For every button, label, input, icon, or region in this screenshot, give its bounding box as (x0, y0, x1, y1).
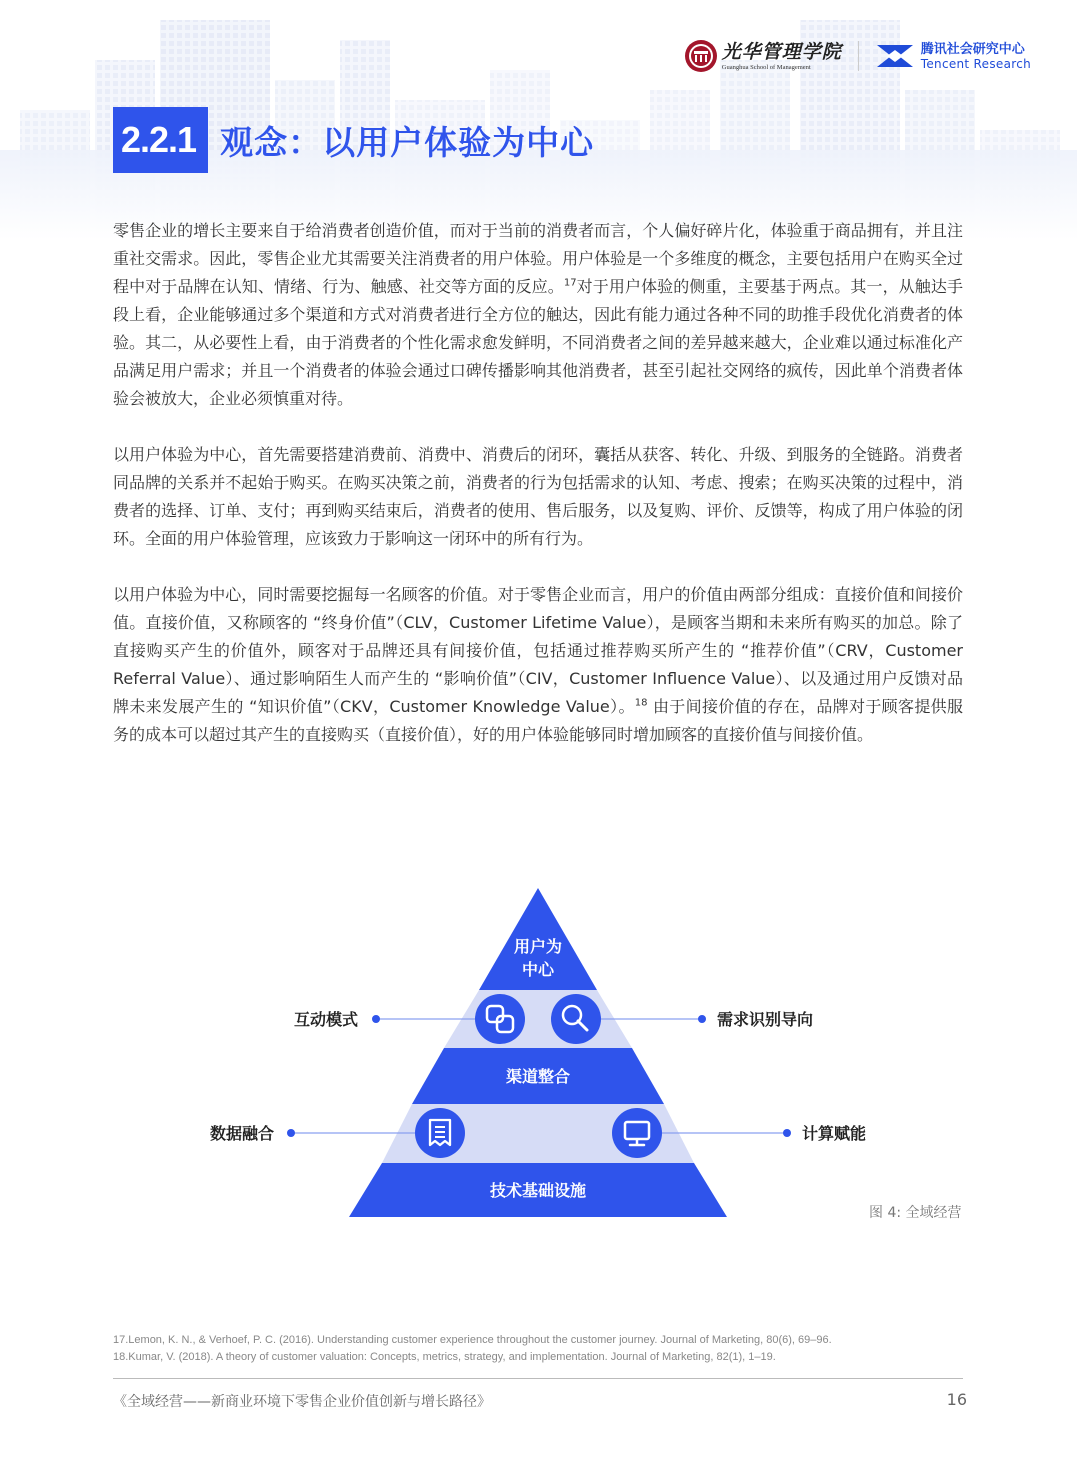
paragraph-1 (113, 217, 963, 413)
connector-dot-right-top (698, 1015, 706, 1023)
body-text (113, 217, 963, 777)
footer-title: 《全域经营——新商业环境下零售企业价值创新与增长路径》 (113, 1394, 491, 1410)
apex-label-line-1: 用户为 (513, 937, 563, 956)
paragraph-2: 以用户体验为中心，首先需要搭建消费前、消费中、消费后的闭环，囊括从获客、转化、升级、到服务的全链路。消费者同品牌的关系并不起始于购买。在购买决策之前，消费者的行为包括需求的认知、考虑、搜索；在购买决策的过程中，消费者的选择、订单、支付；再到购买结束后，消费者的使用、售后服务，以及复购、评价、反馈等，构成了用户体验的闭环。全面的用户体验管理，应该致力于影响这一闭环中的所有行为。 (113, 445, 963, 548)
document-icon (415, 1108, 465, 1158)
tencent-logo (875, 41, 1031, 71)
layer-3-label: 技术基础设施 (489, 1181, 587, 1200)
section-title: 观念：以用户体验为中心 (220, 122, 595, 162)
pku-seal-icon (684, 39, 718, 73)
paragraph-3-part-a: 以用户体验为中心，同时需要挖掘每一名顾客的价值。对于零售企业而言，用户的价值由两部分组成：直接价值和间接价值。直接价值，又称顾客的 “终身价值”（CLV，Customer Lifetime Value），是顾客当期和未来所有购买的加总。除了直接购买产生的价值外，顾客对于品牌还具有间接价值，包括通过推荐购买所产生的 “推荐价值”（CRV，Customer Referral Value）、通过影响陌生人而产生的 “影响价值”（CIV，Customer Influence Value）、以及通过用户反馈对品牌未来发展产生的 “知识价值”（CKV，Customer Knowledge Value）。 (113, 585, 963, 716)
label-demand-identification: 需求识别导向 (717, 1010, 814, 1029)
header-logos (684, 36, 1031, 76)
page-number: 16 (946, 1390, 967, 1409)
tencent-research-icon (875, 41, 915, 71)
footer-rule (113, 1378, 963, 1379)
connector-dot-right-bottom (783, 1129, 791, 1137)
footnote-ref-17: 17 (563, 277, 577, 289)
logo-divider (858, 41, 859, 71)
footnote-17: 17.Lemon, K. N., & Verhoef, P. C. (2016). Understanding customer experience throughout the customer journey. Journal of Marketing, 80(6), 69–96. (113, 1334, 832, 1346)
tencent-name-en: Tencent Research (920, 56, 1031, 71)
pku-name-cn: 光华管理学院 (721, 40, 842, 63)
section-heading (113, 107, 594, 173)
footnote-18: 18.Kumar, V. (2018). A theory of customer valuation: Concepts, metrics, strategy, and implementation. Journal of Marketing, 82(1), 1–19. (113, 1351, 776, 1363)
label-data-fusion: 数据融合 (209, 1124, 274, 1143)
figure-caption: 图 4: 全域经营 (869, 1205, 962, 1221)
paragraph-3 (113, 581, 963, 749)
layer-2-label: 渠道整合 (505, 1067, 571, 1086)
connector-dot-left-top (372, 1015, 380, 1023)
paragraph-3-part-b: 由于间接价值的存在，品牌对于顾客提供服务的成本可以超过其产生的直接购买（直接价值），好的用户体验能够同时增加顾客的直接价值与间接价值。 (113, 697, 964, 744)
connector-dot-left-bottom (287, 1129, 295, 1137)
footnotes (113, 1332, 973, 1366)
paragraph-1-part-b: 对于用户体验的侧重，主要基于两点。其一，从触达手段上看，企业能够通过多个渠道和方式对消费者进行全方位的触达，因此有能力通过各种不同的助推手段优化消费者的体验。其二，从必要性上看，由于消费者的个性化需求愈发鲜明，不同消费者之间的差异越来越大，企业难以通过标准化产品满足用户需求；并且一个消费者的体验会通过口碑传播影响其他消费者，甚至引起社交网络的疯传，因此单个消费者体验会被放大，企业必须慎重对待。 (113, 277, 963, 408)
monitor-icon (612, 1108, 662, 1158)
section-number: 2.2.1 (113, 107, 208, 173)
label-interaction-mode: 互动模式 (293, 1010, 358, 1029)
footnote-ref-18: 18 (634, 697, 648, 709)
apex-label-line-2: 中心 (521, 960, 555, 979)
pku-name-en: Guanghua School of Management (721, 63, 811, 71)
tencent-name-cn: 腾讯社会研究中心 (920, 41, 1025, 57)
label-computing-empowerment: 计算赋能 (802, 1124, 867, 1143)
search-icon (551, 994, 601, 1044)
pyramid-diagram (0, 870, 1077, 1230)
link-icon (475, 994, 525, 1044)
paragraph-1-part-a: 零售企业的增长主要来自于给消费者创造价值，而对于当前的消费者而言，个人偏好碎片化，体验重于商品拥有，并且注重社交需求。因此，零售企业尤其需要关注消费者的用户体验。用户体验是一个多维度的概念，主要包括用户在购买全过程中对于品牌在认知、情绪、行为、触感、社交等方面的反应。 (113, 221, 963, 296)
guanghua-logo (684, 39, 842, 73)
